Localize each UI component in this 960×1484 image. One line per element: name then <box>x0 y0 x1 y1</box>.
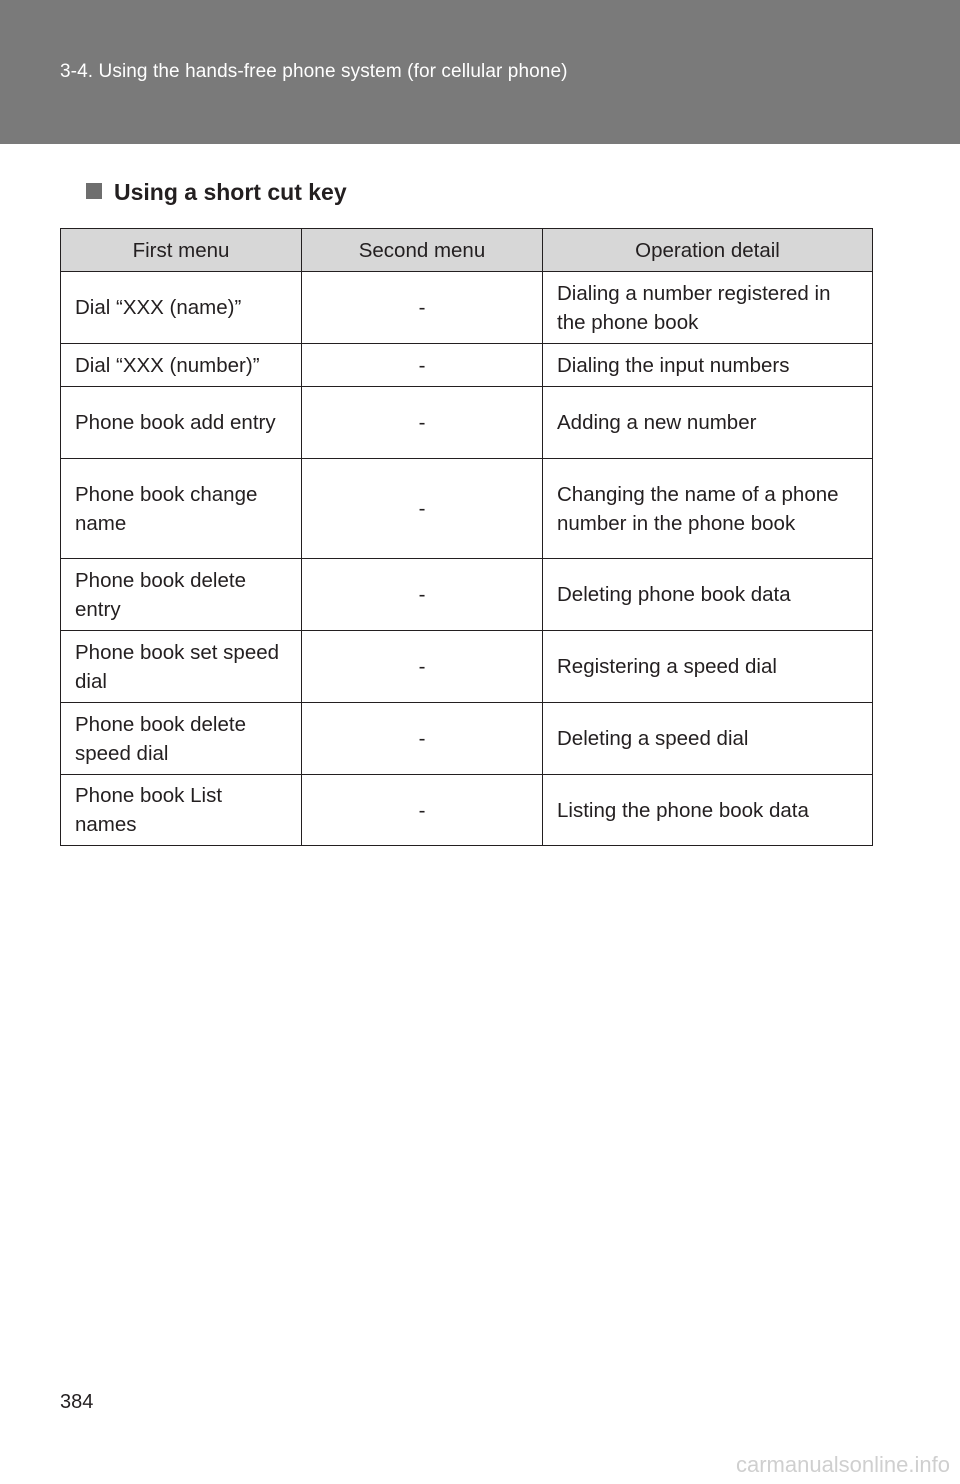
second-menu-cell: - <box>302 559 543 631</box>
first-menu-cell: Dial “XXX (number)” <box>61 344 302 387</box>
first-menu-cell: Phone book delete entry <box>61 559 302 631</box>
second-menu-cell: - <box>302 775 543 846</box>
table-row <box>61 272 873 344</box>
operation-detail-cell: Registering a speed dial <box>543 631 873 703</box>
column-header-first-menu: First menu <box>61 229 302 272</box>
operation-detail-cell: Changing the name of a phone number in the phone book <box>543 459 873 559</box>
table-row <box>61 459 873 559</box>
operation-detail-cell: Deleting phone book data <box>543 559 873 631</box>
first-menu-cell: Phone book List names <box>61 775 302 846</box>
second-menu-cell: - <box>302 272 543 344</box>
operation-detail-cell: Deleting a speed dial <box>543 703 873 775</box>
operation-detail-cell: Adding a new number <box>543 387 873 459</box>
shortcut-menu-table <box>60 228 873 846</box>
square-bullet-icon <box>86 183 102 199</box>
second-menu-cell: - <box>302 387 543 459</box>
operation-detail-cell: Listing the phone book data <box>543 775 873 846</box>
table-row <box>61 559 873 631</box>
column-header-operation-detail: Operation detail <box>543 229 873 272</box>
table-row <box>61 775 873 846</box>
table-header-row <box>61 229 873 272</box>
chapter-title: 3-4. Using the hands-free phone system (for cellular phone) <box>60 61 568 82</box>
column-header-second-menu: Second menu <box>302 229 543 272</box>
second-menu-cell: - <box>302 703 543 775</box>
operation-detail-cell: Dialing the input numbers <box>543 344 873 387</box>
page-number: 384 <box>60 1391 94 1413</box>
second-menu-cell: - <box>302 631 543 703</box>
first-menu-cell: Phone book add entry <box>61 387 302 459</box>
first-menu-cell: Phone book set speed dial <box>61 631 302 703</box>
second-menu-cell: - <box>302 344 543 387</box>
first-menu-cell: Dial “XXX (name)” <box>61 272 302 344</box>
first-menu-cell: Phone book delete speed dial <box>61 703 302 775</box>
section-heading <box>86 179 347 206</box>
table-row <box>61 703 873 775</box>
first-menu-cell: Phone book change name <box>61 459 302 559</box>
table-row <box>61 387 873 459</box>
operation-detail-cell: Dialing a number registered in the phone book <box>543 272 873 344</box>
watermark: carmanualsonline.info <box>735 1452 950 1477</box>
second-menu-cell: - <box>302 459 543 559</box>
section-heading-text: Using a short cut key <box>114 179 347 205</box>
table-row <box>61 631 873 703</box>
header-band <box>0 0 960 144</box>
table-row <box>61 344 873 387</box>
